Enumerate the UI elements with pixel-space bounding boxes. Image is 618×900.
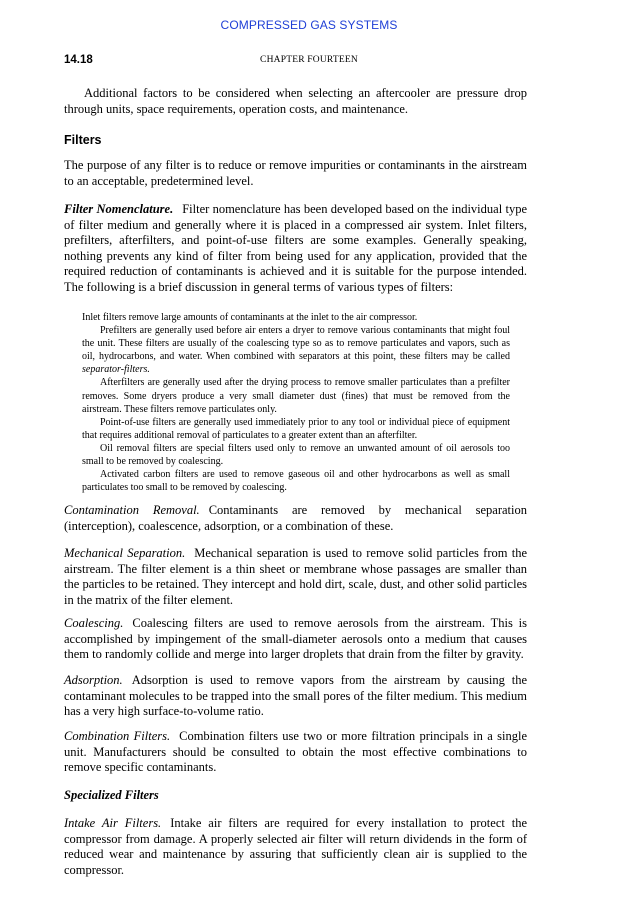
contamination-run-in-heading: Contamination Removal.: [64, 503, 200, 517]
inlet-filters-item: Inlet filters remove large amounts of contaminants at the inlet to the air compressor.: [82, 312, 418, 323]
mechanical-separation-paragraph: Mechanical Separation. Mechanical separation is used to remove solid particles from the airstream. The filter element is a thin sheet or membrane whose passages are smaller than the particles to be retained. They intercept and hold dirt, scale, dust, and other solid particles in the matrix of the filter element.: [64, 546, 527, 607]
intake-air-filters-paragraph: Intake Air Filters. Intake air filters are required for every installation to protect the compressor from damage. A properly selected air filter will return dividends in the form of reduced wear and maintenance by assuring that sufficiently clean air is supplied to the compressor.: [64, 816, 527, 877]
running-header-title: COMPRESSED GAS SYSTEMS: [220, 18, 398, 32]
intake-run-in-heading: Intake Air Filters.: [64, 816, 162, 830]
combination-filters-paragraph: Combination Filters. Combination filters use two or more filtration principals in a single unit. Manufacturers should be consulted to obtain the most effective combinations to remove specific contaminants.: [64, 729, 527, 774]
contamination-removal-paragraph: Contamination Removal. Contaminants are removed by mechanical separation (interception), coalescence, adsorption, or a combination of these.: [64, 503, 527, 533]
nomenclature-run-in-heading: Filter Nomenclature.: [64, 202, 174, 216]
filters-purpose-paragraph: The purpose of any filter is to reduce or remove impurities or contaminants in the airstream to an acceptable, predetermined level.: [64, 158, 527, 188]
filter-types-list: [82, 311, 510, 494]
afterfilters-item: Afterfilters are generally used after the drying process to remove smaller particulates than a prefilter removes. Some dryers produce a very small diameter dust (fines) that must be removed from the airstream. These filters remove particulates only.: [82, 377, 510, 415]
filter-nomenclature-paragraph: [64, 202, 527, 295]
page-number: 14.18: [64, 54, 93, 66]
combination-run-in-heading: Combination Filters.: [64, 729, 171, 743]
oil-removal-filters-item: Oil removal filters are special filters used only to remove an unwanted amount of oil aerosols too small to be removed by coalescing.: [82, 442, 510, 468]
nomenclature-text: Filter nomenclature has been developed based on the individual type of filter medium and generally where it is placed in a compressed air system. Inlet filters, prefilters, afterfilters, and point-of-use filters are some examples. Generally speaking, nothing prevents any kind of filter from being used for any application, provided that the required reduction of contaminants is achieved and it is suitable for the purpose intended. The following is a brief discussion in general terms of various types of filters:: [64, 202, 527, 294]
section-heading-filters: Filters: [64, 133, 102, 147]
prefilters-item: Prefilters are generally used before air enters a dryer to remove various contaminants that might foul the unit. These filters are usually of the coalescing type so as to remove particulates and vapors, such as oil, hydrocarbons, and water. When combined with separators at this point, these filters may be called separator-filters.: [82, 325, 510, 376]
intro-paragraph: Additional factors to be considered when selecting an aftercooler are pressure drop through units, space requirements, operation costs, and maintenance.: [64, 86, 527, 116]
point-of-use-filters-item: Point-of-use filters are generally used immediately prior to any tool or individual piece of equipment that requires additional removal of particulates to a greater extent than an afterfilter.: [82, 416, 510, 441]
coalescing-run-in-heading: Coalescing.: [64, 616, 124, 630]
mechanical-run-in-heading: Mechanical Separation.: [64, 546, 186, 560]
chapter-label: CHAPTER FOURTEEN: [260, 55, 358, 65]
adsorption-paragraph: Adsorption. Adsorption is used to remove vapors from the airstream by causing the contaminant molecules to be trapped into the small pores of the filter medium. This medium has a very high surface-to-volume ratio.: [64, 673, 527, 718]
coalescing-paragraph: Coalescing. Coalescing filters are used to remove aerosols from the airstream. This is accomplished by impingement of the small-diameter aerosols onto a medium that causes them to randomly collide and merge into larger droplets that drain from the filter by gravity.: [64, 616, 527, 661]
section-heading-specialized-filters: Specialized Filters: [64, 788, 159, 802]
activated-carbon-filters-item: Activated carbon filters are used to remove gaseous oil and other hydrocarbons as well as small particulates too small to be removed by coalescing.: [82, 469, 510, 494]
adsorption-run-in-heading: Adsorption.: [64, 673, 123, 687]
